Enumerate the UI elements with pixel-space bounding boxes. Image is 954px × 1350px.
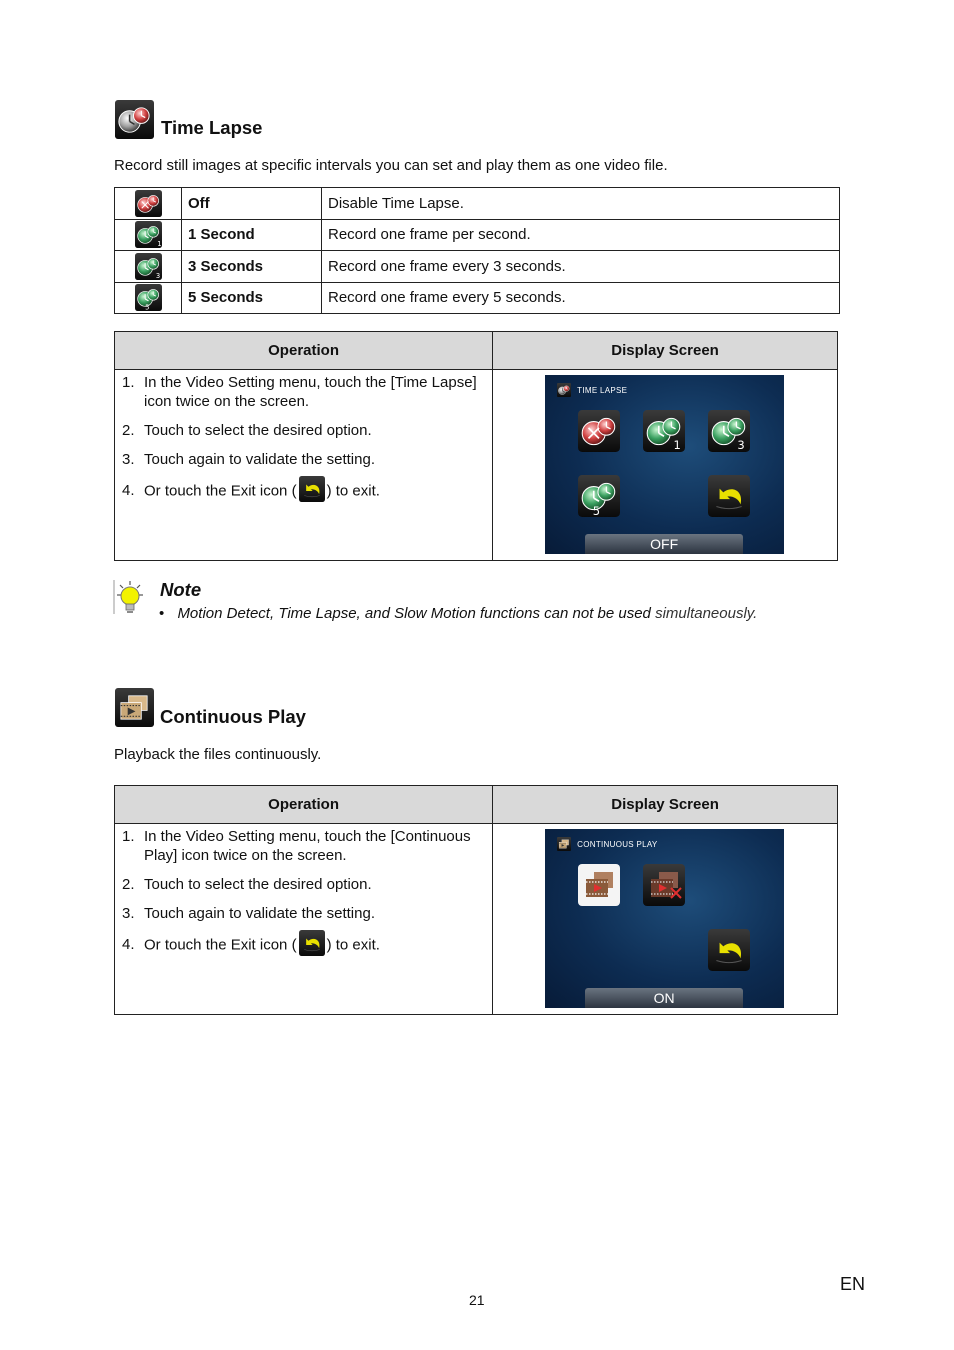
- continuous-play-intro: Playback the files continuously.: [114, 746, 322, 763]
- language-label: EN: [840, 1274, 866, 1294]
- option-row-3-seconds: [115, 251, 840, 283]
- step-item: 4. Or touch the Exit icon ( ) to exit.: [121, 935, 486, 956]
- continuous-play-title: Continuous Play: [160, 706, 306, 727]
- page-number: 21: [469, 1292, 485, 1308]
- step-item: 3. Touch again to validate the setting.: [122, 451, 375, 468]
- time-lapse-section-icon: [114, 100, 155, 139]
- col-operation-header: Operation: [115, 786, 493, 824]
- col-operation-header: Operation: [115, 332, 493, 370]
- exit-icon: [299, 930, 325, 956]
- continuous-play-on-button[interactable]: [578, 864, 620, 906]
- step-item: 2. Touch to select the desired option.: [122, 876, 372, 893]
- time-lapse-title: Time Lapse: [161, 117, 263, 138]
- continuous-play-operation-table: [114, 785, 838, 1015]
- time-lapse-operation-table: [114, 331, 838, 561]
- continuous-play-section-icon: [114, 688, 155, 727]
- lightbulb-icon: [112, 578, 148, 616]
- time-lapse-small-icon: [556, 383, 572, 397]
- note-tail-text: simultaneously.: [655, 605, 758, 622]
- icon-number-label: 3: [737, 437, 745, 452]
- option-row-1-second: [115, 219, 840, 251]
- option-desc: Record one frame per second.: [322, 219, 840, 251]
- selected-option-bar: OFF: [585, 534, 743, 554]
- option-row-5-seconds: [115, 282, 840, 314]
- exit-icon: [299, 476, 325, 502]
- option-name: 3 Seconds: [182, 251, 322, 283]
- col-display-header: Display Screen: [493, 786, 838, 824]
- selected-option-bar: ON: [585, 988, 743, 1008]
- operation-steps: [121, 827, 486, 956]
- screen-title: TIME LAPSE: [577, 386, 628, 395]
- time-lapse-off-icon: [135, 190, 162, 217]
- icon-number-label: 5: [592, 503, 601, 517]
- time-lapse-3-seconds-icon: [135, 253, 162, 280]
- time-lapse-display-screen: [545, 375, 784, 554]
- col-display-header: Display Screen: [493, 332, 838, 370]
- continuous-play-off-button[interactable]: [643, 864, 685, 906]
- time-lapse-off-button[interactable]: [578, 410, 620, 452]
- note-main-text: Motion Detect, Time Lapse, and Slow Motion functions can not be used: [177, 605, 656, 622]
- note-title: Note: [160, 579, 202, 600]
- icon-number-label: 3: [155, 271, 160, 280]
- option-desc: Disable Time Lapse.: [322, 188, 840, 220]
- exit-button[interactable]: [708, 475, 750, 517]
- step-item: 2. Touch to select the desired option.: [122, 422, 372, 439]
- option-row-off: [115, 188, 840, 220]
- option-desc: Record one frame every 3 seconds.: [322, 251, 840, 283]
- operation-steps: [121, 373, 486, 502]
- step-item: 4. Or touch the Exit icon ( ) to exit.: [121, 481, 486, 502]
- continuous-play-display-screen: [545, 829, 784, 1008]
- time-lapse-5-seconds-button[interactable]: [578, 475, 620, 517]
- time-lapse-1-second-icon: [135, 221, 162, 248]
- step-item: 1. In the Video Setting menu, touch the [Time Lapse] icon twice on the screen.: [122, 374, 477, 410]
- icon-number-label: 1: [156, 240, 162, 249]
- icon-number-label: 5: [144, 303, 149, 312]
- option-name: Off: [182, 188, 322, 220]
- icon-number-label: 1: [673, 437, 681, 452]
- time-lapse-1-second-button[interactable]: [643, 410, 685, 452]
- option-desc: Record one frame every 5 seconds.: [322, 282, 840, 314]
- option-name: 5 Seconds: [182, 282, 322, 314]
- step-item: 1. In the Video Setting menu, touch the [Continuous Play] icon twice on the screen.: [122, 828, 471, 864]
- option-name: 1 Second: [182, 219, 322, 251]
- time-lapse-5-seconds-icon: [135, 284, 162, 311]
- note-text: [159, 605, 757, 622]
- time-lapse-3-seconds-button[interactable]: [708, 410, 750, 452]
- time-lapse-options-table: [114, 187, 840, 314]
- time-lapse-intro: Record still images at specific intervals you can set and play them as one video file.: [114, 157, 668, 174]
- note-bullet: •: [159, 605, 165, 622]
- continuous-play-small-icon: [556, 837, 572, 851]
- exit-button[interactable]: [708, 929, 750, 971]
- step-item: 3. Touch again to validate the setting.: [122, 905, 375, 922]
- screen-title: CONTINUOUS PLAY: [577, 840, 658, 849]
